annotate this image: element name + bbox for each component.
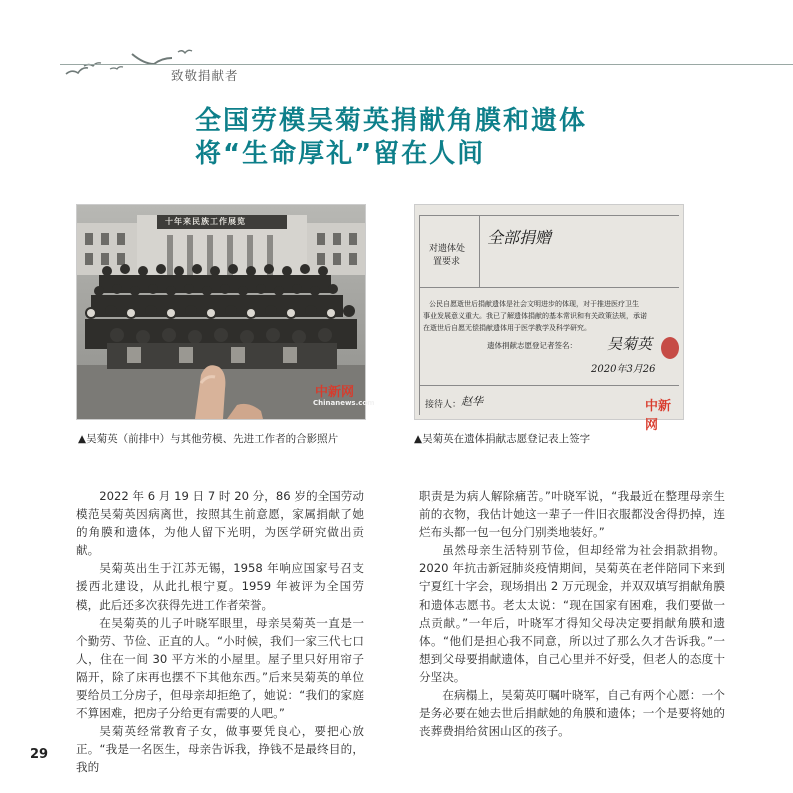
paragraph: 吴菊英出生于江苏无锡，1958 年响应国家号召支援西北建设，从此扎根宁夏。1959 年被评为全国劳模，此后还多次获得先进工作者荣誉。 <box>76 561 364 612</box>
form-field-label-1: 对遗体处 <box>429 244 466 254</box>
watermark-logo: 中新网 <box>645 399 672 433</box>
paragraph: 在病榻上，吴菊英叮嘱叶晓军，自己有两个心愿：一个是务必要在她去世后捐献她的角膜和遗体；一个是要将她的丧葬费捐给贫困山区的孩子。 <box>419 688 725 739</box>
photo-banner-text: 十年来民族工作展览 <box>165 217 246 226</box>
article-title-line-2: 将“生命厚礼”留在人间 <box>195 139 486 169</box>
form-statement-1: 公民自愿逝世后捐献遗体是社会文明进步的体现，对于推进医疗卫生 <box>429 300 639 308</box>
article-column-left <box>76 487 364 777</box>
fingerprint-icon <box>661 337 679 359</box>
header-divider <box>60 64 793 65</box>
article-title-line-1: 全国劳模吴菊英捐献角膜和遗体 <box>195 106 588 136</box>
paragraph: 吴菊英经常教育子女，做事要凭良心，要把心放正。“我是一名医生，母亲告诉我，挣钱不是最终目的，我的 <box>76 724 364 775</box>
article-column-right <box>419 487 725 740</box>
form-statement-3: 在逝世后自愿无偿捐献遗体用于医学教学及科学研究。 <box>423 324 591 332</box>
section-label: 致敬捐献者 <box>171 68 239 83</box>
handwritten-date: 2020年3月26 <box>591 364 656 375</box>
paragraph: 在吴菊英的儿子叶晓军眼里，母亲吴菊英一直是一个勤劳、节俭、正直的人。“小时候，我们一家三代七口人，住在一间 30 平方米的小屋里。屋子里只好用帘子隔开，除了床再也摆不下其他东西。”后来吴菊英的单位要给员工分房子，但母亲却拒绝了，她说：“我们的家庭不算困难，把房子分给更有需要的人吧。” <box>76 615 364 721</box>
registration-form-photo <box>414 204 684 433</box>
page-number: 29 <box>30 747 49 762</box>
form-statement-2: 事业发展意义重大。我已了解遗体捐献的基本常识和有关政策法规，承诺 <box>423 312 647 320</box>
photo2-caption: ▲吴菊英在遗体捐献志愿登记表上签字 <box>414 433 591 445</box>
handwritten-signature: 吴菊英 <box>607 335 653 353</box>
paragraph: 职责是为病人解除痛苦。”叶晓军说，“我最近在整理母亲生前的衣物，我估计她这一辈子一件旧衣服都没舍得扔掉，连烂布头都一包一包分门别类地装好。” <box>419 489 725 540</box>
watermark-logo: 中新网 <box>315 385 355 400</box>
photo1-caption: ▲吴菊英（前排中）与其他劳模、先进工作者的合影照片 <box>78 433 339 445</box>
form-receiver-label: 接待人： <box>425 400 462 410</box>
form-field-label-2: 置要求 <box>433 257 461 267</box>
group-photo <box>76 204 375 420</box>
handwritten-receiver: 赵华 <box>461 395 483 408</box>
form-signature-label: 遗体捐献志愿登记者签名： <box>487 341 577 350</box>
paragraph: 2022 年 6 月 19 日 7 时 20 分，86 岁的全国劳动模范吴菊英因病离世，按照其生前意愿，家属捐献了她的角膜和遗体，为他人留下光明，为医学研究做出贡献。 <box>76 489 364 558</box>
watermark-url: Chinanews.com <box>313 399 375 407</box>
handwritten-request: 全部捐赠 <box>487 228 552 247</box>
paragraph: 虽然母亲生活特别节俭，但却经常为社会捐款捐物。2020 年抗击新冠肺炎疫情期间，吴菊英在老伴陪同下来到宁夏红十字会，现场捐出 2 万元现金，并双双填写捐献角膜和遗体志愿书。老太太说：“现在国家有困难，我们要做一点贡献。”一年后，叶晓军才得知父母决定要捐献角膜和遗体。“他们是担心我不同意，所以过了那么久才告诉我。”一想到父母要捐献遗体，自己心里并不好受，但老人的态度十分坚决。 <box>419 543 725 684</box>
